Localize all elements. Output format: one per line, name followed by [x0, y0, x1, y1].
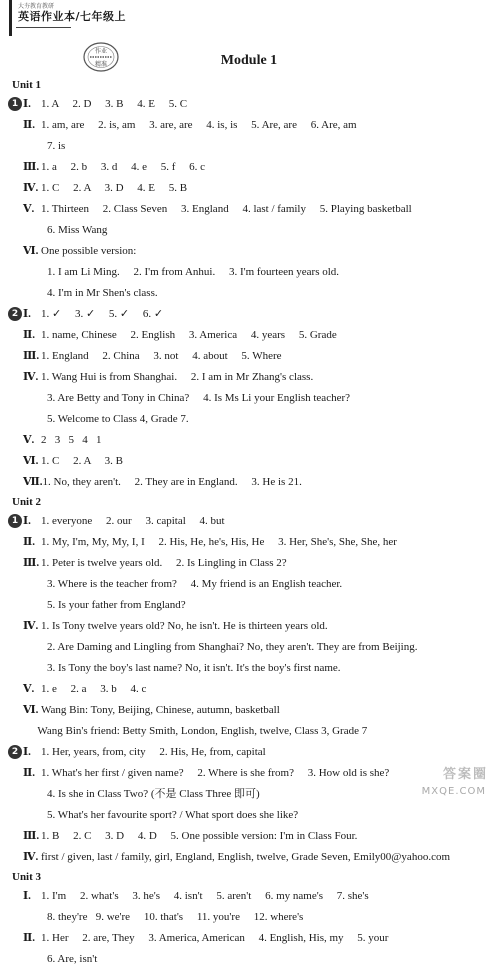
- unit-label: Unit 1: [12, 79, 42, 91]
- answer-line: [8, 949, 496, 970]
- answer-text: 8. they're 9. we're 10. that's 11. you're 12. where's: [47, 911, 304, 923]
- item-number: Ⅱ.: [23, 119, 36, 131]
- answer-line: [8, 679, 496, 700]
- answer-text: 1. No, they aren't. 2. They are in England. 3. He is 21.: [42, 476, 302, 488]
- answer-text: One possible version:: [41, 245, 137, 257]
- answer-line: [8, 928, 496, 949]
- answer-line: [8, 805, 496, 826]
- item-number: Ⅵ.: [23, 455, 39, 467]
- answer-line: [8, 511, 496, 532]
- item-number: Ⅲ.: [23, 557, 40, 569]
- answer-text: 1. My, I'm, My, My, I, I 2. His, He, he's, His, He 3. Her, She's, She, She, her: [41, 536, 397, 548]
- answer-text: 1. Wang Hui is from Shanghai. 2. I am in Mr Zhang's class.: [41, 371, 314, 383]
- section-circle-icon: 2: [8, 745, 22, 759]
- answer-line: [8, 430, 496, 451]
- answer-line: [8, 847, 496, 868]
- answer-text: 1. Her, years, from, city 2. His, He, from, capital: [41, 746, 266, 758]
- answer-text: 5. What's her favourite sport? / What sport does she like?: [47, 809, 299, 821]
- answer-line: [8, 451, 496, 472]
- answer-line: [8, 637, 496, 658]
- answer-text: Wang Bin: Tony, Beijing, Chinese, autumn, basketball: [41, 704, 280, 716]
- answer-text: 6. Miss Wang: [47, 224, 108, 236]
- answer-line: [8, 826, 496, 847]
- item-number: Ⅶ.: [23, 476, 43, 488]
- item-number: Ⅴ.: [23, 434, 35, 446]
- item-number: Ⅰ.: [23, 890, 31, 902]
- answer-text: 5. Welcome to Class 4, Grade 7.: [47, 413, 189, 425]
- answer-text: 3. Is Tony the boy's last name? No, it isn't. It's the boy's first name.: [47, 662, 341, 674]
- answer-text: 1. Thirteen 2. Class Seven 3. England 4. last / family 5. Playing basketball: [41, 203, 412, 215]
- answer-line: [8, 304, 496, 325]
- answer-text: 1. a 2. b 3. d 4. e 5. f 6. c: [41, 161, 206, 173]
- answer-line: [8, 199, 496, 220]
- item-number: Ⅵ.: [23, 704, 39, 716]
- answer-text: 1. A 2. D 3. B 4. E 5. C: [41, 98, 188, 110]
- answer-line: [8, 367, 496, 388]
- answer-line: [8, 658, 496, 679]
- answer-line: [8, 595, 496, 616]
- answer-line: [8, 388, 496, 409]
- watermark-title: 答案圈: [442, 767, 488, 782]
- answer-list: [8, 76, 496, 970]
- answer-line: [8, 574, 496, 595]
- answer-text: 2 3 5 4 1: [41, 434, 102, 446]
- answer-line: [8, 616, 496, 637]
- module-title: Module 1: [220, 53, 278, 68]
- unit-heading: [8, 493, 496, 511]
- item-number: Ⅱ.: [23, 932, 36, 944]
- answer-line: [8, 472, 496, 493]
- item-number: Ⅴ.: [23, 683, 35, 695]
- answer-line: [8, 553, 496, 574]
- item-number: Ⅰ.: [23, 515, 31, 527]
- publisher-label: 大夯教育教研: [18, 3, 55, 10]
- answer-line: [8, 532, 496, 553]
- answer-text: first / given, last / family, girl, England, English, twelve, Grade Seven, Emily00@yahoo.com: [41, 851, 451, 863]
- answer-text: 1. am, are 2. is, am 3. are, are 4. is, is 5. Are, are 6. Are, am: [41, 119, 357, 131]
- answer-text: 6. Are, isn't: [47, 953, 98, 965]
- answer-text: 1. Is Tony twelve years old? No, he isn't. He is thirteen years old.: [41, 620, 328, 632]
- item-number: Ⅵ.: [23, 245, 39, 257]
- section-circle-icon: 1: [8, 514, 22, 528]
- answer-line: [8, 907, 496, 928]
- item-number: Ⅱ.: [23, 536, 36, 548]
- item-number: Ⅳ.: [23, 182, 39, 194]
- svg-text:精准: 精准: [94, 61, 108, 68]
- item-number: Ⅱ.: [23, 767, 36, 779]
- page-header: [0, 0, 498, 40]
- item-number: Ⅲ.: [23, 161, 40, 173]
- unit-label: Unit 3: [12, 871, 42, 883]
- section-circle-icon: 1: [8, 97, 22, 111]
- unit-heading: [8, 76, 496, 94]
- answer-text: 5. Is your father from England?: [47, 599, 186, 611]
- answer-text: 1. I am Li Ming. 2. I'm from Anhui. 3. I'm fourteen years old.: [47, 266, 340, 278]
- answer-text: 1. I'm 2. what's 3. he's 4. isn't 5. aren't 6. my name's 7. she's: [41, 890, 369, 902]
- answer-text: 1. What's her first / given name? 2. Where is she from? 3. How old is she?: [41, 767, 390, 779]
- item-number: Ⅲ.: [23, 830, 40, 842]
- answer-text: 2. Are Daming and Lingling from Shanghai? No, they aren't. They are from Beijing.: [47, 641, 418, 653]
- answer-text: 7. is: [47, 140, 66, 152]
- unit-heading: [8, 868, 496, 886]
- answer-text: 4. I'm in Mr Shen's class.: [47, 287, 158, 299]
- answer-text: 1. Her 2. are, They 3. America, American 4. English, His, my 5. your: [41, 932, 389, 944]
- answer-line: [8, 283, 496, 304]
- book-title: 英语作业本/七年级上: [18, 10, 127, 23]
- svg-text:作业: 作业: [94, 48, 108, 55]
- answer-text: 1. ✓ 3. ✓ 5. ✓ 6. ✓: [41, 308, 164, 320]
- answer-line: [8, 346, 496, 367]
- watermark-url: MXQE.COM: [421, 786, 486, 797]
- item-number: Ⅲ.: [23, 350, 40, 362]
- answer-line: [8, 325, 496, 346]
- answer-text: 1. e 2. a 3. b 4. c: [41, 683, 147, 695]
- unit-label: Unit 2: [12, 496, 42, 508]
- item-number: Ⅴ.: [23, 203, 35, 215]
- section-circle-icon: 2: [8, 307, 22, 321]
- answer-line: [8, 94, 496, 115]
- answer-text: 1. C 2. A 3. D 4. E 5. B: [41, 182, 188, 194]
- answer-text: 3. Where is the teacher from? 4. My friend is an English teacher.: [47, 578, 343, 590]
- answer-line: [8, 742, 496, 763]
- answer-line: [8, 886, 496, 907]
- answer-line: [8, 136, 496, 157]
- answer-text: 1. Peter is twelve years old. 2. Is Lingling in Class 2?: [41, 557, 287, 569]
- item-number: Ⅱ.: [23, 329, 36, 341]
- answer-line: [8, 700, 496, 721]
- answer-text: 1. B 2. C 3. D 4. D 5. One possible version: I'm in Class Four.: [41, 830, 358, 842]
- answer-line: [8, 115, 496, 136]
- answer-line: [8, 241, 496, 262]
- answer-line: [8, 262, 496, 283]
- answer-text: 1. England 2. China 3. not 4. about 5. Where: [41, 350, 282, 362]
- answer-text: 1. name, Chinese 2. English 3. America 4. years 5. Grade: [41, 329, 337, 341]
- item-number: Ⅰ.: [23, 746, 31, 758]
- answer-line: [8, 721, 496, 742]
- item-number: Ⅰ.: [23, 308, 31, 320]
- answer-line: [8, 220, 496, 241]
- item-number: Ⅳ.: [23, 371, 39, 383]
- header-divider: [16, 27, 71, 28]
- answer-line: [8, 409, 496, 430]
- item-number: Ⅳ.: [23, 851, 39, 863]
- header-bar: [9, 0, 12, 36]
- answer-line: [8, 763, 496, 784]
- item-number: Ⅰ.: [23, 98, 31, 110]
- answer-text: 1. C 2. A 3. B: [41, 455, 123, 467]
- answer-line: [8, 157, 496, 178]
- item-number: Ⅳ.: [23, 620, 39, 632]
- answer-line: [8, 178, 496, 199]
- answer-text: 4. Is she in Class Two? (不是 Class Three 即可): [47, 788, 260, 800]
- answer-text: Wang Bin's friend: Betty Smith, London, English, twelve, Class 3, Grade 7: [37, 725, 368, 737]
- answer-text: 1. everyone 2. our 3. capital 4. but: [41, 515, 225, 527]
- answer-text: 3. Are Betty and Tony in China? 4. Is Ms Li your English teacher?: [47, 392, 350, 404]
